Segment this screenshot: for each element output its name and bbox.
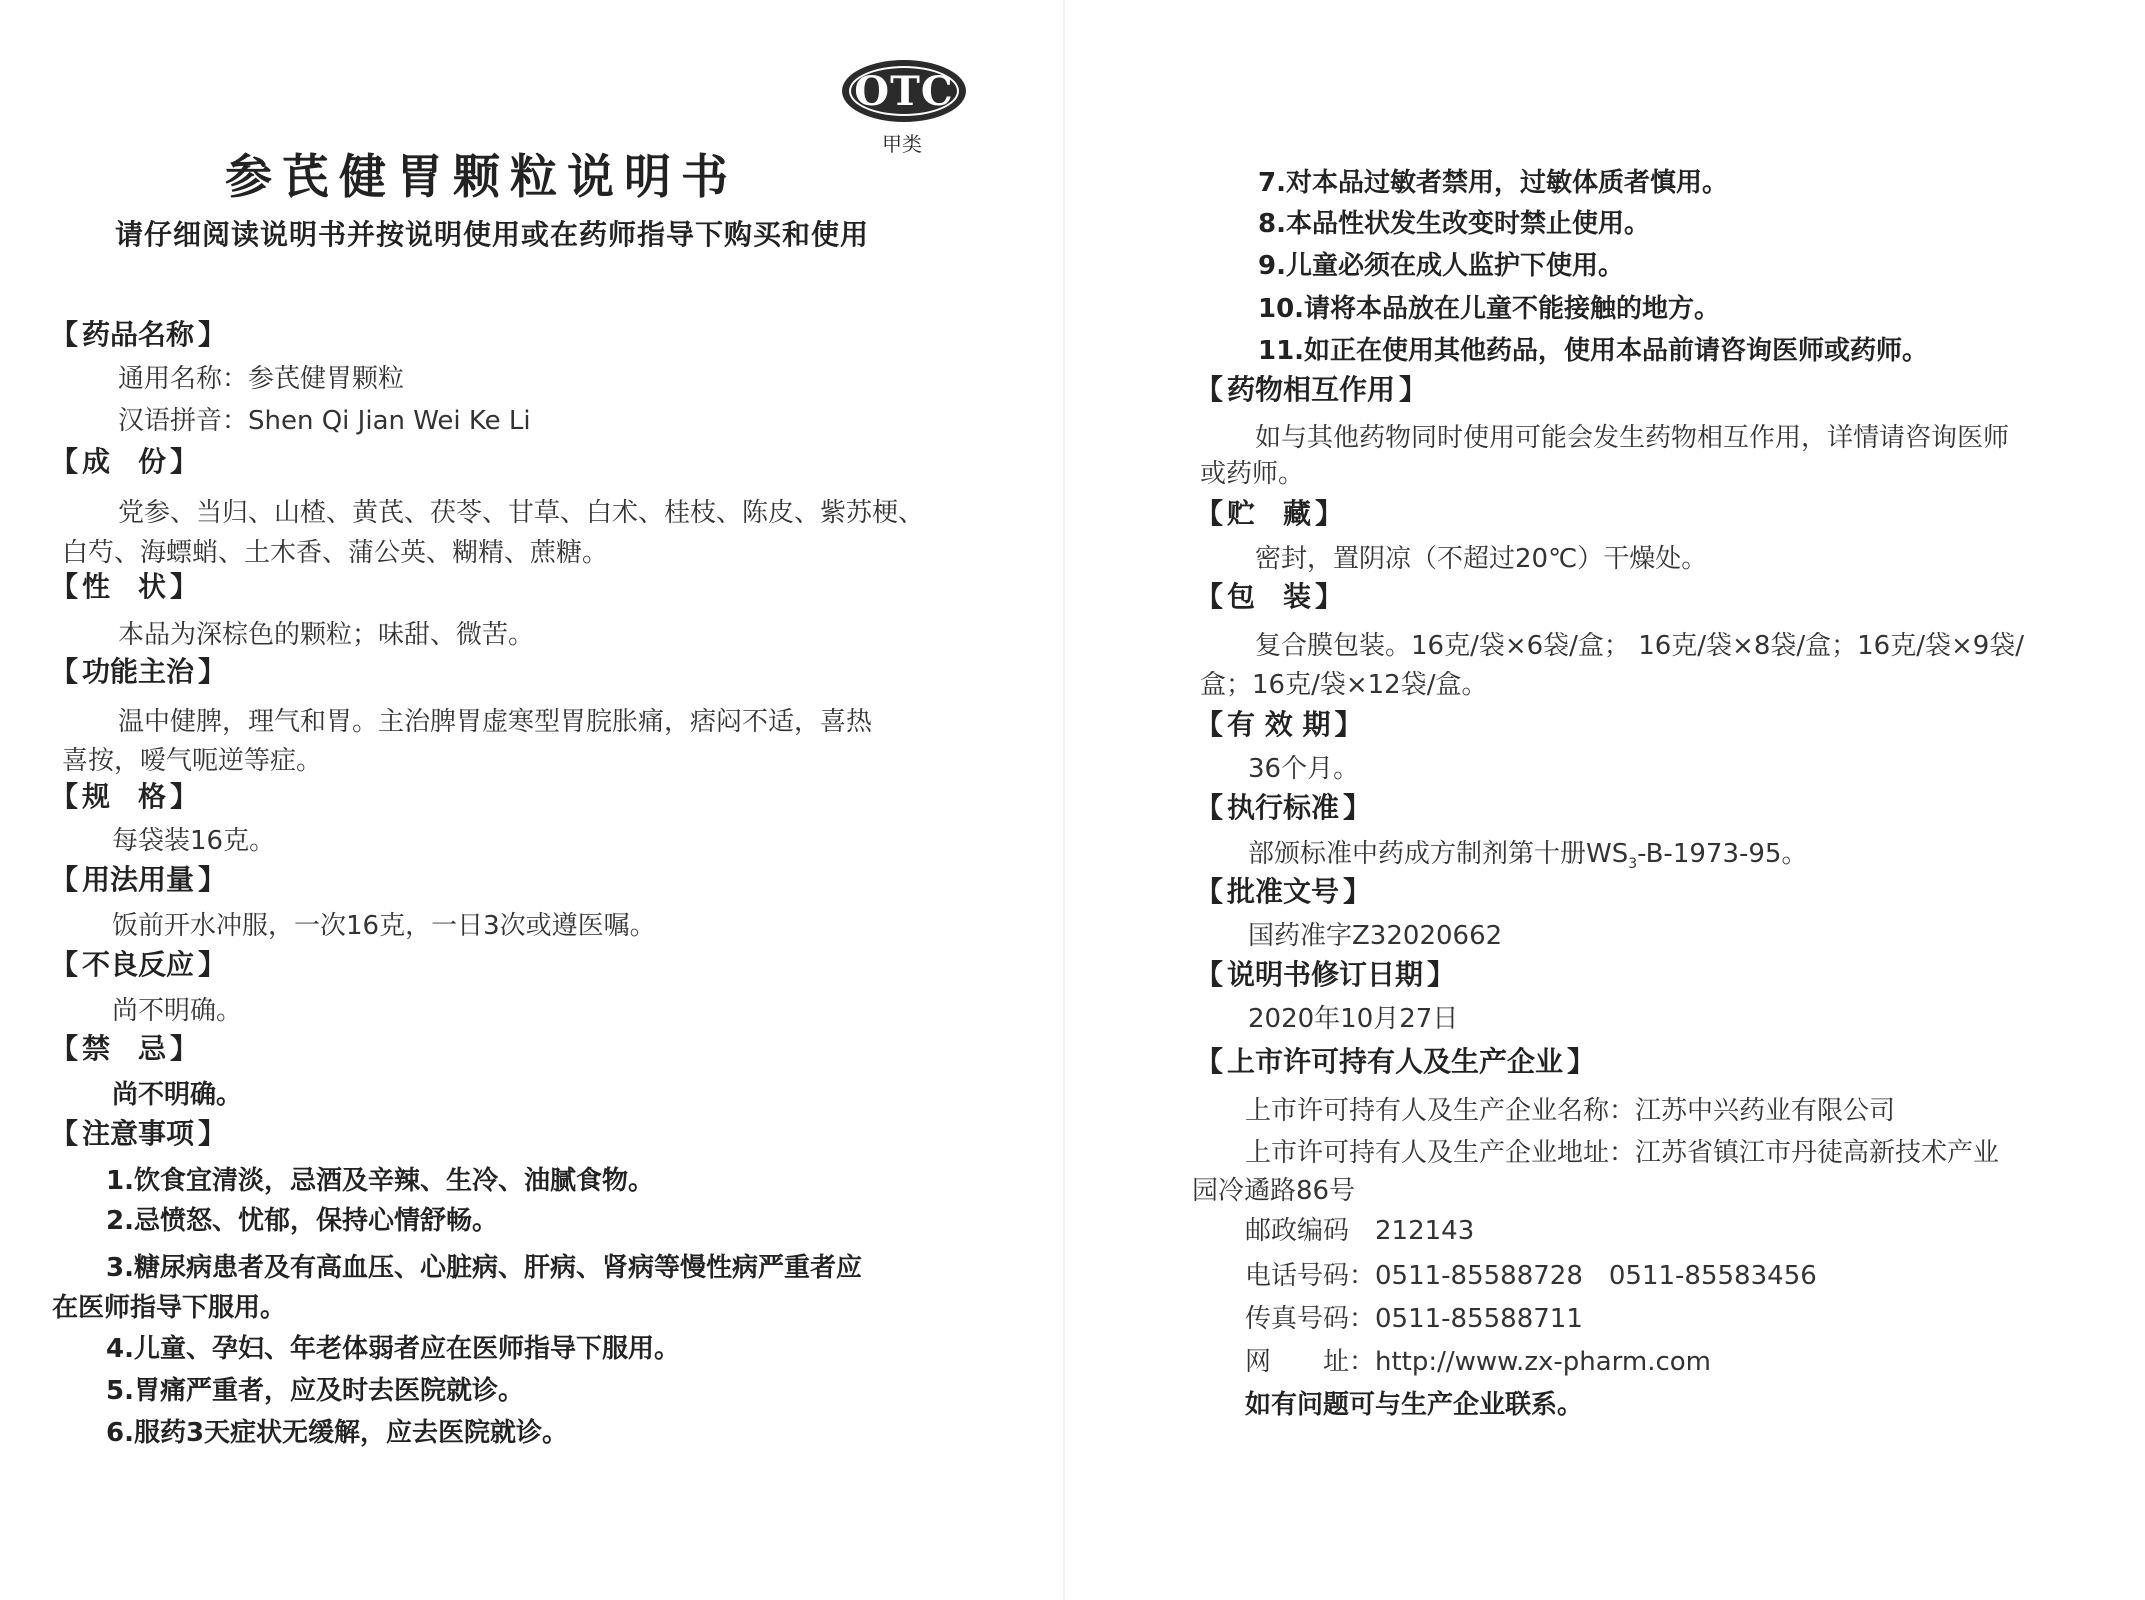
otc-class-label: 甲类 [882,132,922,156]
manufacturer-name: 上市许可持有人及生产企业名称：江苏中兴药业有限公司 [1245,1096,1896,1126]
heading-drug-name: 【 药品名称 】 [50,318,227,351]
heading-validity: 【 有 效 期 】 [1195,708,1363,741]
approval-text: 国药准字Z32020662 [1248,921,1503,951]
manufacturer-address-line-1: 上市许可持有人及生产企业地址：江苏省镇江市丹徒高新技术产业 [1245,1138,2000,1168]
standard-suffix: -B-1973-95。 [1637,839,1808,869]
precaution-item-11: 11.如正在使用其他药品，使用本品前请咨询医师或药师。 [1258,336,1929,366]
manufacturer-address-line-2: 园冷遹路86号 [1192,1176,1356,1206]
indications-line-1: 温中健脾，理气和胃。主治脾胃虚寒型胃脘胀痛，痞闷不适，喜热 [118,707,873,737]
interactions-line-1: 如与其他药物同时使用可能会发生药物相互作用，详情请咨询医师 [1255,423,2010,453]
standard-subscript: 3 [1628,856,1638,873]
packaging-line-2: 盒；16克/袋×12袋/盒。 [1200,670,1488,700]
precaution-item-4: 4.儿童、孕妇、年老体弱者应在医师指导下服用。 [106,1334,680,1364]
heading-ingredients: 【 成 份 】 [50,445,199,478]
postal-code: 邮政编码 212143 [1245,1216,1475,1246]
standard-text [1248,833,1807,872]
heading-storage: 【 贮 藏 】 [1195,497,1344,530]
validity-text: 36个月。 [1248,754,1360,784]
heading-manufacturer: 【 上市许可持有人及生产企业 】 [1195,1045,1596,1078]
generic-name: 通用名称：参芪健胃颗粒 [118,364,405,394]
revision-date-text: 2020年10月27日 [1248,1004,1459,1034]
precaution-item-3: 3.糖尿病患者及有高血压、心脏病、肝病、肾病等慢性病严重者应 [106,1253,862,1283]
heading-standard: 【 执行标准 】 [1195,791,1372,824]
precaution-item-3-cont: 在医师指导下服用。 [52,1293,287,1323]
ingredients-line-2: 白芍、海螵蛸、土木香、蒲公英、糊精、蔗糖。 [62,538,609,568]
heading-packaging: 【 包 装 】 [1195,580,1344,613]
heading-precautions: 【 注意事项 】 [50,1117,227,1150]
fold-line [1063,0,1065,1600]
precaution-item-10: 10.请将本品放在儿童不能接触的地方。 [1258,294,1721,324]
heading-revision-date: 【 说明书修订日期 】 [1195,958,1456,991]
document-subtitle: 请仔细阅读说明书并按说明使用或在药师指导下购买和使用 [115,218,870,251]
otc-badge-text: OTC [854,67,954,115]
ingredients-line-1: 党参、当归、山楂、黄芪、茯苓、甘草、白术、桂枝、陈皮、紫苏梗、 [118,498,925,528]
otc-badge [842,60,966,122]
appearance-text: 本品为深棕色的颗粒；味甜、微苦。 [118,620,535,650]
heading-interactions: 【 药物相互作用 】 [1195,373,1428,406]
heading-indications: 【 功能主治 】 [50,655,227,688]
precaution-item-1: 1.饮食宜清淡，忌酒及辛辣、生冷、油腻食物。 [106,1166,654,1196]
packaging-line-1: 复合膜包装。16克/袋×6袋/盒； 16克/袋×8袋/盒；16克/袋×9袋/ [1255,631,2025,661]
storage-text: 密封，置阴凉（不超过20℃）干燥处。 [1255,544,1708,574]
precaution-item-9: 9.儿童必须在成人监护下使用。 [1258,251,1624,281]
adverse-text: 尚不明确。 [112,996,243,1026]
fax-number: 传真号码：0511-85588711 [1245,1304,1583,1334]
heading-adverse: 【 不良反应 】 [50,948,227,981]
contraindications-text: 尚不明确。 [112,1080,243,1110]
heading-spec: 【 规 格 】 [50,780,199,813]
heading-dosage: 【 用法用量 】 [50,863,227,896]
precaution-item-8: 8.本品性状发生改变时禁止使用。 [1258,209,1650,239]
standard-prefix: 部颁标准中药成方制剂第十册WS [1248,839,1629,869]
precaution-item-5: 5.胃痛严重者，应及时去医院就诊。 [106,1376,524,1406]
spec-text: 每袋装16克。 [112,826,276,856]
interactions-line-2: 或药师。 [1200,459,1305,489]
precaution-item-6: 6.服药3天症状无缓解，应去医院就诊。 [106,1418,569,1448]
document-title: 参芪健胃颗粒说明书 [225,150,738,205]
heading-contraindications: 【 禁 忌 】 [50,1032,199,1065]
pinyin-name: 汉语拼音：Shen Qi Jian Wei Ke Li [118,406,531,436]
heading-approval: 【 批准文号 】 [1195,875,1372,908]
indications-line-2: 喜按，嗳气呃逆等症。 [62,746,323,776]
dosage-text: 饭前开水冲服，一次16克，一日3次或遵医嘱。 [112,911,656,941]
contact-note: 如有问题可与生产企业联系。 [1245,1390,1584,1420]
precaution-item-7: 7.对本品过敏者禁用，过敏体质者慎用。 [1258,168,1728,198]
heading-appearance: 【 性 状 】 [50,570,199,603]
precaution-item-2: 2.忌愤怒、忧郁，保持心情舒畅。 [106,1206,498,1236]
website: 网 址：http://www.zx-pharm.com [1245,1347,1712,1377]
phone-numbers: 电话号码：0511-85588728 0511-85583456 [1245,1261,1817,1291]
